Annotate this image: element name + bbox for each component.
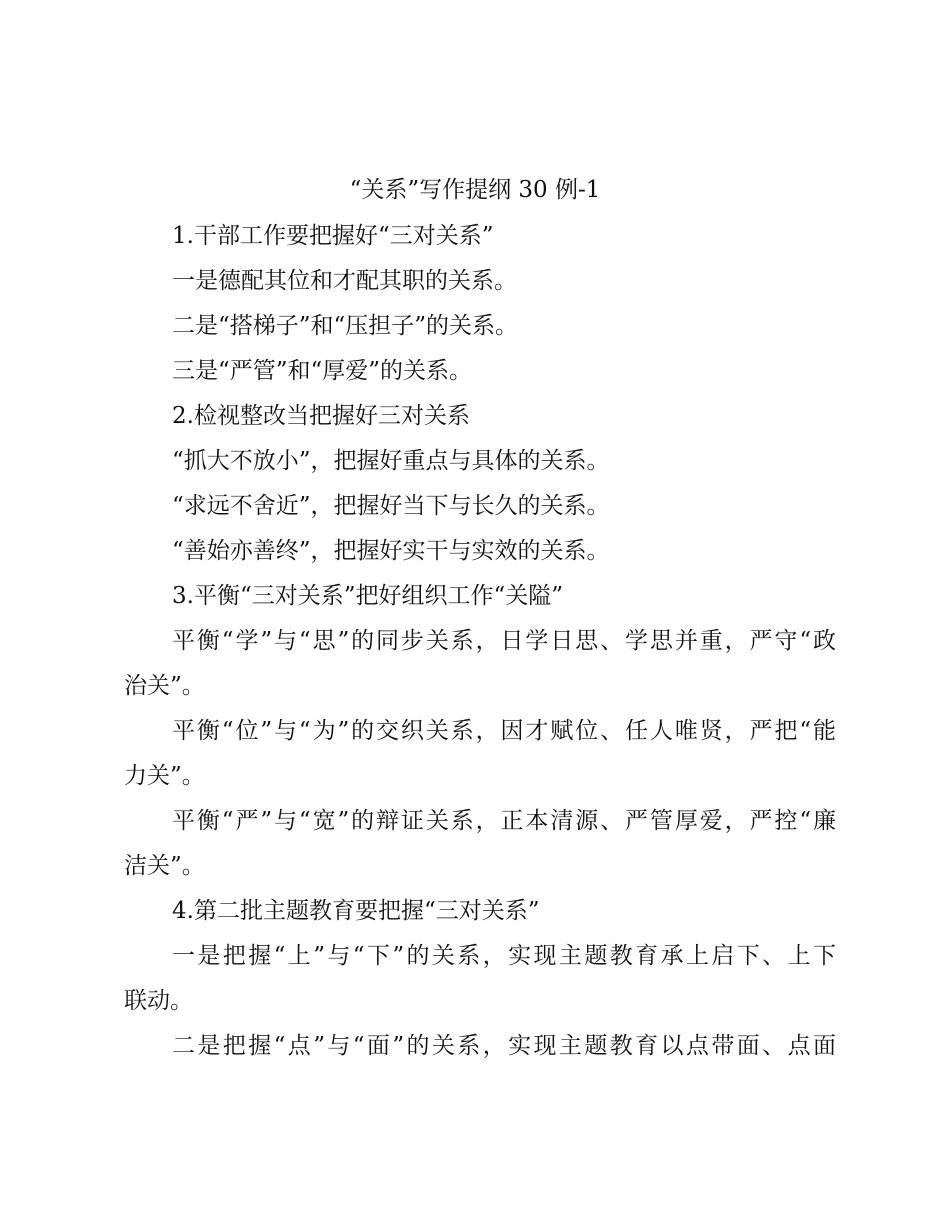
section-heading-1: 1.干部工作要把握好“三对关系” <box>172 223 494 249</box>
paragraph-line: 一是把握“上”与“下”的关系，实现主题教育承上启下、上下 <box>172 943 836 969</box>
paragraph-line-continuation: 治关”。 <box>124 673 205 699</box>
paragraph-line: “善始亦善终”，把握好实干与实效的关系。 <box>172 538 610 564</box>
paragraph-line: 二是“搭梯子”和“压担子”的关系。 <box>172 313 519 339</box>
paragraph-line: 三是“严管”和“厚爱”的关系。 <box>172 358 473 384</box>
paragraph-line: 平衡“严”与“宽”的辩证关系，正本清源、严管厚爱，严控“廉 <box>172 808 836 834</box>
section-heading-2: 2.检视整改当把握好三对关系 <box>172 403 470 429</box>
paragraph-line-continuation: 联动。 <box>124 988 193 1014</box>
paragraph-line: “抓大不放小”，把握好重点与具体的关系。 <box>172 448 610 474</box>
paragraph-line: 一是德配其位和才配其职的关系。 <box>172 268 517 294</box>
paragraph-line: 二是把握“点”与“面”的关系，实现主题教育以点带面、点面 <box>172 1033 836 1059</box>
section-heading-3: 3.平衡“三对关系”把好组织工作“关隘” <box>172 583 563 609</box>
paragraph-line: “求远不舍近”，把握好当下与长久的关系。 <box>172 493 610 519</box>
paragraph-line: 平衡“学”与“思”的同步关系，日学日思、学思并重，严守“政 <box>172 628 836 654</box>
document-body <box>124 214 836 1069</box>
paragraph-line-continuation: 洁关”。 <box>124 853 205 879</box>
section-heading-4: 4.第二批主题教育要把握“三对关系” <box>172 898 540 924</box>
paragraph-line-continuation: 力关”。 <box>124 763 205 789</box>
document-title: “关系”写作提纲 30 例-1 <box>349 177 601 203</box>
paragraph-line: 平衡“位”与“为”的交织关系，因才赋位、任人唯贤，严把“能 <box>172 718 836 744</box>
